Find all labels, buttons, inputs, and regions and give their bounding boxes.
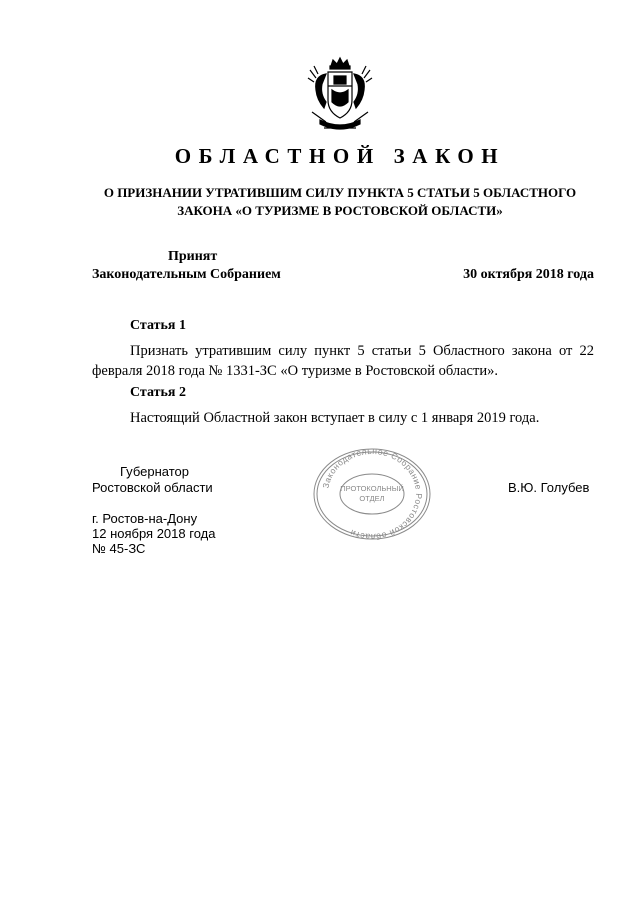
adopted-by: Законодательным Собранием — [92, 267, 281, 282]
adopted-date: 30 октября 2018 года — [463, 267, 594, 282]
subtitle-line-1: О ПРИЗНАНИИ УТРАТИВШИМ СИЛУ ПУНКТА 5 СТАТЬИ 5 ОБЛАСТНОГО — [103, 185, 577, 200]
adopted-label: Принят — [168, 249, 218, 264]
stamp-center-line-1: ПРОТОКОЛЬНЫЙ — [340, 484, 404, 493]
protocol-stamp — [310, 446, 434, 542]
signatory-position-line-2: Ростовской области — [92, 480, 213, 495]
signatory-position-line-1: Губернатор — [120, 464, 189, 479]
article-2-heading: Статья 2 — [130, 385, 186, 400]
stamp-ring-text: Законодательное Собрание Ростовской области — [320, 446, 425, 542]
article-1-heading: Статья 1 — [130, 318, 186, 333]
law-subtitle — [90, 184, 590, 220]
signatory-name: В.Ю. Голубев — [508, 480, 590, 495]
article-1-text: Признать утратившим силу пункт 5 статьи 5 Областного закона от 22 февраля 2018 года № 1331-ЗС «О туризме в Ростовской области». — [92, 343, 594, 379]
signing-date: 12 ноября 2018 года — [92, 526, 216, 541]
subtitle-line-2: ЗАКОНА «О ТУРИЗМЕ В РОСТОВСКОЙ ОБЛАСТИ» — [177, 203, 503, 218]
law-number: № 45-ЗС — [92, 541, 146, 556]
stamp-center-line-2: ОТДЕЛ — [359, 494, 385, 503]
article-2-text: Настоящий Областной закон вступает в силу с 1 января 2019 года. — [130, 410, 540, 426]
coat-of-arms-icon — [304, 56, 376, 136]
place-city: г. Ростов-на-Дону — [92, 511, 198, 526]
law-title: ОБЛАСТНОЙ ЗАКОН — [174, 144, 506, 168]
